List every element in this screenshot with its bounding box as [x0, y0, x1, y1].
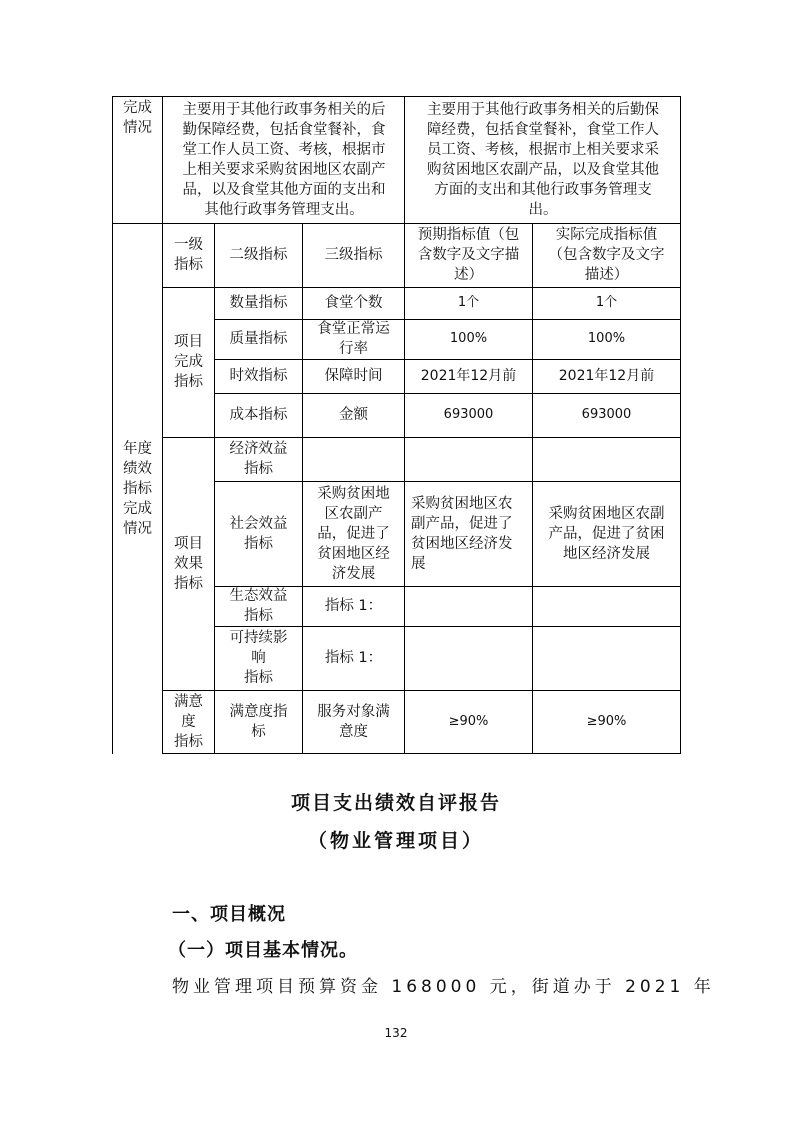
subsection-heading: （一）项目基本情况。	[168, 940, 358, 961]
table-row-actual: 100%	[587, 331, 626, 346]
table-row-actual	[533, 437, 680, 481]
table-row-actual: 693000	[581, 407, 632, 422]
table-row-l2: 数量指标	[229, 295, 288, 311]
header-level3: 三级指标	[324, 247, 383, 263]
output-group-label: 项目 完成 指标	[174, 334, 203, 390]
satisfaction-group-label: 满意 度 指标	[174, 694, 203, 750]
effect-group-label: 项目 效果 指标	[174, 535, 203, 592]
table-row-actual: 1个	[595, 295, 618, 310]
table-row-l3: 采购贫困地 区农副产 品，促进了 贫困地区经 济发展	[317, 485, 390, 582]
table-row-expected: 1个	[457, 295, 480, 310]
table-row-l2: 满意度指 标	[229, 704, 288, 740]
report-subtitle: （物业管理项目）	[307, 830, 484, 852]
completion-label: 完成 情况	[123, 100, 152, 136]
completion-actual-text: 主要用于其他行政事务相关的后勤保 障经费，包括食堂餐补，食堂工作人 员工资、考核，根据市上相关要求采 购贫困地区农副产品，以及食堂其他 方面的支出和其他行政事务管理支 出。	[427, 101, 659, 218]
header-actual: 实际完成指标值 （包含数字及文字 描述）	[548, 227, 665, 283]
report-title: 项目支出绩效自评报告	[290, 792, 501, 814]
completion-plan-text: 主要用于其他行政事务相关的后 勤保障经费，包括食堂餐补，食 堂工作人员工资、考核，根据市 上相关要求采购贫困地区农副产 品，以及食堂其他方面的支出和 其他行政事务管理支出。	[182, 101, 386, 218]
table-row-l2: 社会效益 指标	[229, 515, 288, 552]
table-row-l2: 生态效益 指标	[229, 588, 288, 624]
table-row-expected	[405, 626, 532, 690]
table-row-expected	[405, 586, 532, 626]
table-row-l3: 指标 1：	[324, 598, 383, 614]
table-row-l3	[303, 437, 404, 481]
table-row-expected: 693000	[443, 407, 494, 422]
table-row-l3: 服务对象满 意度	[317, 704, 390, 740]
table-row-actual	[533, 586, 680, 626]
performance-table	[112, 96, 681, 754]
table-row-actual: 采购贫困地区农副 产品，促进了贫困 地区经济发展	[548, 505, 665, 562]
table-row-expected: 采购贫困地区农 副产品，促进了 贫困地区经济发 展	[411, 495, 513, 572]
table-row-l2: 成本指标	[229, 407, 288, 423]
table-row-actual	[533, 626, 680, 690]
header-level2: 二级指标	[229, 247, 288, 263]
annual-indicator-label: 年度 绩效 指标 完成 情况	[123, 440, 152, 537]
table-row-l3: 食堂个数	[324, 295, 383, 311]
table-row-l3: 食堂正常运 行率	[317, 321, 390, 357]
table-row-expected: ≥90%	[448, 714, 489, 729]
table-row-l2: 质量指标	[229, 331, 288, 347]
table-row-actual: 2021年12月前	[558, 368, 655, 384]
body-paragraph: 物业管理项目预算资金 168000 元，街道办于 2021 年	[172, 977, 715, 997]
header-expected: 预期指标值（包 含数字及文字描 述）	[417, 227, 520, 283]
table-row-expected: 2021年12月前	[420, 368, 517, 384]
table-row-l2: 经济效益 指标	[229, 441, 288, 477]
table-row-l2: 可持续影 响 指标	[229, 630, 288, 686]
page-number: 132	[384, 1026, 408, 1040]
table-row-expected	[405, 437, 532, 481]
table-row-expected: 100%	[449, 331, 488, 346]
table-row-l3: 保障时间	[324, 368, 383, 384]
table-row-l2: 时效指标	[229, 368, 288, 384]
table-row-l3: 金额	[339, 407, 368, 423]
table-row-actual: ≥90%	[586, 714, 627, 729]
table-row-l3: 指标 1：	[324, 650, 383, 666]
section-heading: 一、项目概况	[172, 904, 286, 925]
header-level1: 一级 指标	[174, 237, 203, 273]
